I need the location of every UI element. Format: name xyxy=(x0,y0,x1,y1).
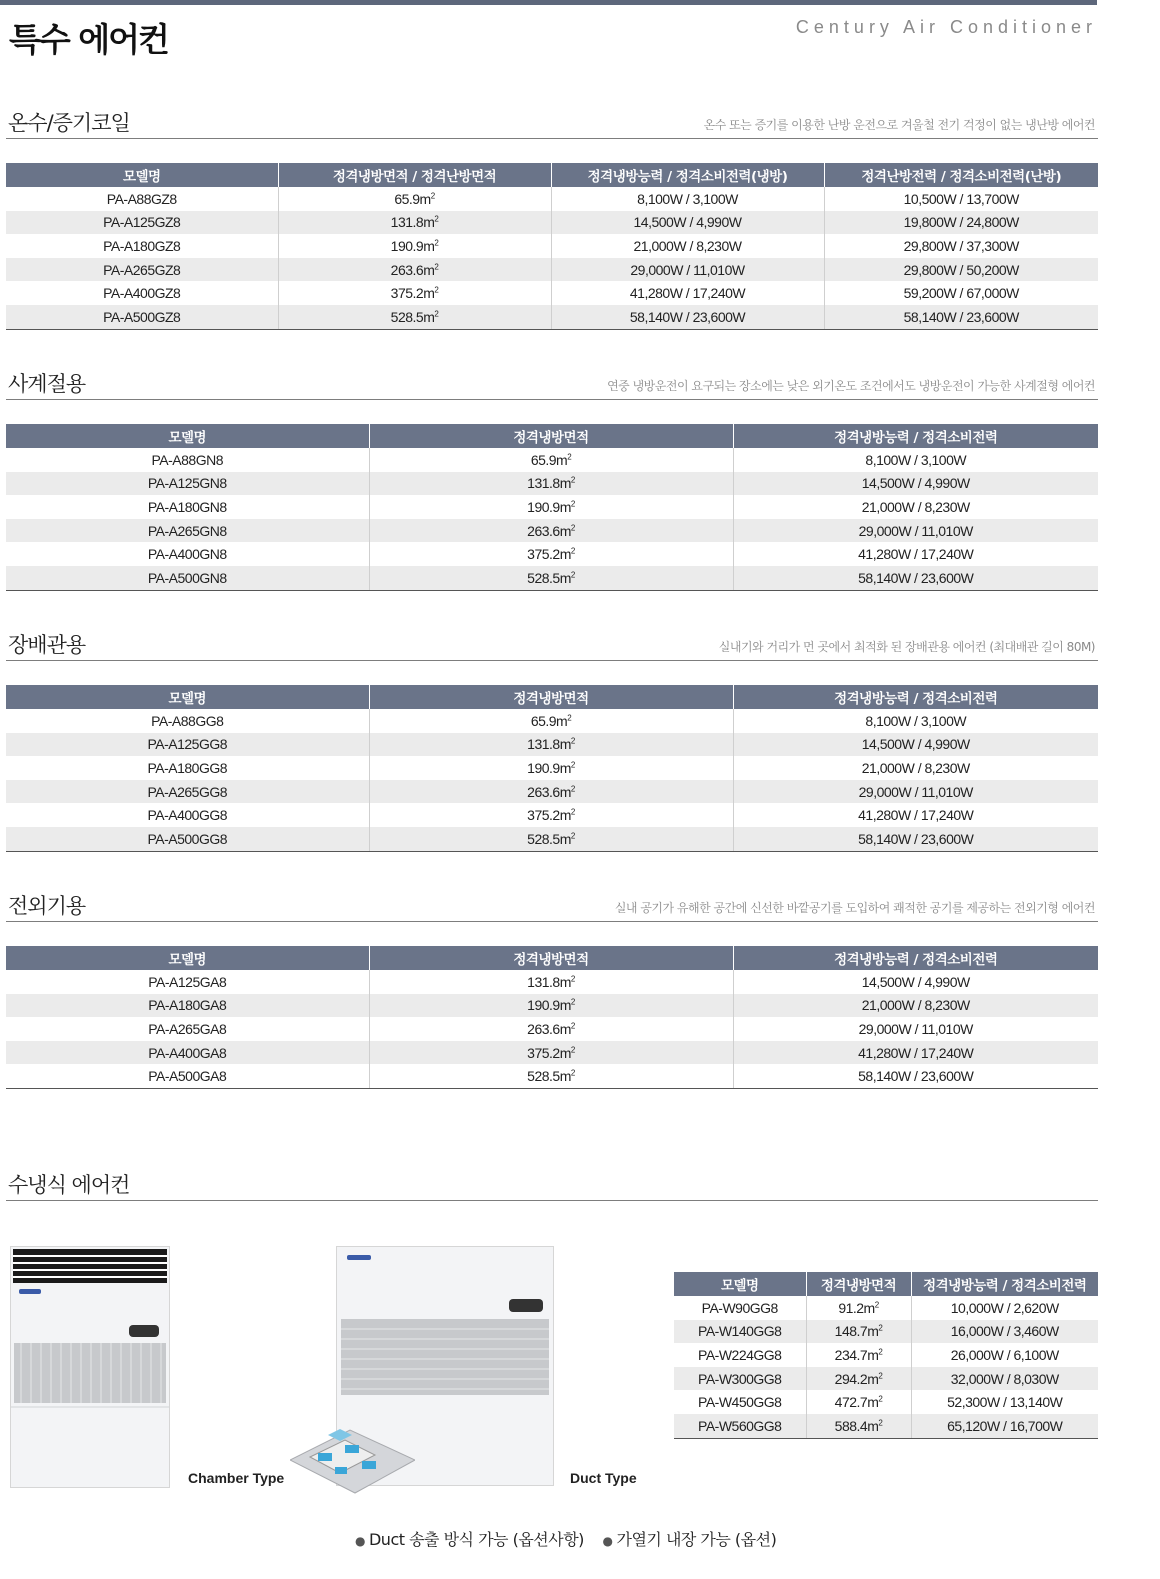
spec-cell xyxy=(733,970,1098,994)
spec-cell xyxy=(824,305,1098,329)
cell-value: 10,000W / 2,620W xyxy=(950,1299,1059,1316)
cell-value: 263.6m xyxy=(390,261,435,278)
spec-cell xyxy=(806,1414,911,1438)
cell-value: 58,140W / 23,600W xyxy=(858,830,974,847)
section-title-fresh-air: 전외기용 xyxy=(8,894,86,918)
spec-cell xyxy=(551,211,824,235)
spec-cell xyxy=(369,1064,733,1088)
table-row xyxy=(6,211,1098,235)
cell-value: 190.9m xyxy=(390,237,435,254)
column-header: 모델명 xyxy=(6,685,369,709)
table-row xyxy=(6,1064,1098,1088)
spec-cell xyxy=(733,495,1098,519)
model-name-cell xyxy=(6,448,369,472)
table-row xyxy=(6,709,1098,733)
spec-cell xyxy=(369,733,733,757)
model-name-cell xyxy=(6,994,369,1018)
spec-cell xyxy=(824,281,1098,305)
spec-cell xyxy=(733,994,1098,1018)
table-row xyxy=(6,234,1098,258)
spec-cell xyxy=(733,519,1098,543)
spec-cell xyxy=(733,448,1098,472)
column-header: 정격냉방면적 / 정격난방면적 xyxy=(278,163,551,187)
spec-cell xyxy=(369,994,733,1018)
column-header: 정격냉방능력 / 정격소비전력 xyxy=(911,1272,1098,1296)
cell-value: PA-A265GN8 xyxy=(147,522,227,539)
spec-cell xyxy=(369,566,733,590)
cell-value: 588.4m xyxy=(834,1417,879,1434)
spec-cell xyxy=(551,281,824,305)
cell-value: PA-A265GZ8 xyxy=(103,261,181,278)
spec-cell xyxy=(733,733,1098,757)
cell-value: 29,000W / 11,010W xyxy=(858,783,973,800)
spec-cell xyxy=(369,827,733,851)
section-description: 실내기와 거리가 먼 곳에서 최적화 된 장배관용 에어컨 (최대배관 길이 80M) xyxy=(718,640,1095,654)
cell-value: PA-A88GG8 xyxy=(151,712,224,729)
cell-value: 190.9m xyxy=(527,997,571,1014)
spec-cell xyxy=(551,305,824,329)
area-unit-superscript: 2 xyxy=(434,261,439,271)
spec-cell xyxy=(806,1343,911,1367)
model-name-cell xyxy=(6,258,278,282)
spec-cell xyxy=(733,1064,1098,1088)
table-row xyxy=(6,780,1098,804)
cell-value: 190.9m xyxy=(527,759,571,776)
cell-value: PA-A125GA8 xyxy=(148,973,227,990)
column-header: 정격난방전력 / 정격소비전력(난방) xyxy=(824,163,1098,187)
area-unit-superscript: 2 xyxy=(570,1021,575,1031)
page-title: 특수 에어컨 xyxy=(9,20,168,59)
column-header: 정격냉방면적 xyxy=(369,685,733,709)
spec-table-fresh-air xyxy=(6,946,1098,1089)
column-header: 정격냉방능력 / 정격소비전력 xyxy=(733,685,1098,709)
table-row xyxy=(674,1296,1098,1320)
cell-value: 91.2m xyxy=(838,1299,875,1316)
top-accent-bar xyxy=(0,0,1097,5)
column-header: 모델명 xyxy=(6,163,278,187)
model-name-cell xyxy=(6,281,278,305)
model-name-cell xyxy=(6,709,369,733)
chamber-unit-illustration xyxy=(11,1247,169,1487)
option-note: ● Duct 송출 방식 가능 (옵션사항) xyxy=(355,1530,584,1549)
model-name-cell xyxy=(6,1064,369,1088)
section-divider xyxy=(6,1200,1098,1201)
area-unit-superscript: 2 xyxy=(570,1044,575,1054)
table-row xyxy=(6,448,1098,472)
cell-value: 41,280W / 17,240W xyxy=(858,807,974,824)
cell-value: 8,100W / 3,100W xyxy=(865,451,967,468)
cell-value: 21,000W / 8,230W xyxy=(861,997,970,1014)
table-row xyxy=(674,1390,1098,1414)
spec-cell xyxy=(369,1017,733,1041)
column-header: 모델명 xyxy=(6,946,369,970)
cell-value: 10,500W / 13,700W xyxy=(903,190,1019,207)
table-row xyxy=(674,1367,1098,1391)
cell-value: 263.6m xyxy=(527,783,571,800)
area-unit-superscript: 2 xyxy=(570,1068,575,1078)
area-unit-superscript: 2 xyxy=(567,452,572,462)
table-row xyxy=(6,756,1098,780)
cell-value: 65.9m xyxy=(530,451,568,468)
cell-value: 16,000W / 3,460W xyxy=(950,1323,1059,1340)
spec-cell xyxy=(369,542,733,566)
duct-layout-diagram-icon xyxy=(290,1405,415,1497)
spec-cell xyxy=(733,709,1098,733)
cell-value: 65.9m xyxy=(394,190,431,207)
cell-value: PA-A125GZ8 xyxy=(103,214,181,231)
cell-value: 21,000W / 8,230W xyxy=(861,759,970,776)
spec-cell xyxy=(824,234,1098,258)
table-row xyxy=(674,1414,1098,1438)
spec-cell xyxy=(278,258,551,282)
cell-value: 528.5m xyxy=(390,308,435,325)
column-header: 정격냉방면적 xyxy=(806,1272,911,1296)
cell-value: PA-W140GG8 xyxy=(698,1323,782,1340)
cell-value: PA-A500GA8 xyxy=(148,1068,227,1085)
table-row xyxy=(6,187,1098,211)
cell-value: 65,120W / 16,700W xyxy=(947,1417,1063,1434)
cell-value: 14,500W / 4,990W xyxy=(633,214,742,231)
spec-cell xyxy=(806,1296,911,1320)
cell-value: 52,300W / 13,140W xyxy=(947,1394,1063,1411)
area-unit-superscript: 2 xyxy=(570,783,575,793)
area-unit-superscript: 2 xyxy=(570,974,575,984)
cell-value: PA-A400GZ8 xyxy=(103,285,181,302)
cell-value: 58,140W / 23,600W xyxy=(903,308,1019,325)
area-unit-superscript: 2 xyxy=(570,570,575,580)
cell-value: 375.2m xyxy=(527,807,571,824)
table-row xyxy=(6,803,1098,827)
cell-value: 65.9m xyxy=(530,712,568,729)
spec-cell xyxy=(369,970,733,994)
table-row xyxy=(6,970,1098,994)
cell-value: PA-A125GG8 xyxy=(147,736,228,753)
column-header: 정격냉방면적 xyxy=(369,424,733,448)
area-unit-superscript: 2 xyxy=(570,997,575,1007)
model-name-cell xyxy=(6,756,369,780)
area-unit-superscript: 2 xyxy=(570,807,575,817)
spec-cell xyxy=(806,1320,911,1344)
spec-cell xyxy=(806,1367,911,1391)
cell-value: PA-A500GG8 xyxy=(147,830,228,847)
table-row xyxy=(6,827,1098,851)
cell-value: 472.7m xyxy=(834,1394,879,1411)
model-name-cell xyxy=(674,1367,806,1391)
model-name-cell xyxy=(674,1343,806,1367)
area-unit-superscript: 2 xyxy=(878,1323,883,1333)
area-unit-superscript: 2 xyxy=(434,238,439,248)
table-row xyxy=(6,1041,1098,1065)
cell-value: PA-W224GG8 xyxy=(698,1346,782,1363)
model-name-cell xyxy=(6,542,369,566)
spec-cell xyxy=(733,1041,1098,1065)
area-unit-superscript: 2 xyxy=(878,1347,883,1357)
model-name-cell xyxy=(6,733,369,757)
cell-value: 375.2m xyxy=(527,1044,571,1061)
area-unit-superscript: 2 xyxy=(874,1300,879,1310)
cell-value: 41,280W / 17,240W xyxy=(858,1044,974,1061)
area-unit-superscript: 2 xyxy=(570,760,575,770)
section-divider xyxy=(6,660,1098,661)
cell-value: 58,140W / 23,600W xyxy=(629,308,746,325)
table-row xyxy=(674,1320,1098,1344)
cell-value: PA-A265GG8 xyxy=(147,783,228,800)
spec-cell xyxy=(278,211,551,235)
table-row xyxy=(6,994,1098,1018)
table-row xyxy=(6,542,1098,566)
cell-value: 14,500W / 4,990W xyxy=(861,475,970,492)
spec-cell xyxy=(278,187,551,211)
spec-cell xyxy=(369,709,733,733)
spec-cell xyxy=(911,1414,1098,1438)
spec-cell xyxy=(733,827,1098,851)
area-unit-superscript: 2 xyxy=(430,191,435,201)
section-description: 연중 냉방운전이 요구되는 장소에는 낮은 외기온도 조건에서도 냉방운전이 가능한 사계절형 에어컨 xyxy=(607,379,1095,393)
area-unit-superscript: 2 xyxy=(434,214,439,224)
model-name-cell xyxy=(6,519,369,543)
area-unit-superscript: 2 xyxy=(570,736,575,746)
cell-value: 131.8m xyxy=(527,973,571,990)
area-unit-superscript: 2 xyxy=(570,475,575,485)
cell-value: PA-W450GG8 xyxy=(698,1394,782,1411)
column-header: 정격냉방면적 xyxy=(369,946,733,970)
cell-value: PA-A88GZ8 xyxy=(106,190,177,207)
section-title-all-season: 사계절용 xyxy=(8,372,86,396)
column-header: 정격냉방능력 / 정격소비전력 xyxy=(733,424,1098,448)
table-row xyxy=(6,519,1098,543)
model-name-cell xyxy=(6,305,278,329)
cell-value: 41,280W / 17,240W xyxy=(858,546,974,563)
cell-value: PA-A500GN8 xyxy=(147,569,227,586)
spec-cell xyxy=(369,472,733,496)
cell-value: 58,140W / 23,600W xyxy=(858,569,974,586)
model-name-cell xyxy=(6,211,278,235)
area-unit-superscript: 2 xyxy=(434,309,439,319)
spec-cell xyxy=(369,495,733,519)
area-unit-superscript: 2 xyxy=(878,1418,883,1428)
section-divider xyxy=(6,138,1098,139)
section-description: 온수 또는 증기를 이용한 난방 운전으로 겨울철 전기 걱정이 없는 냉난방 에어컨 xyxy=(703,118,1095,132)
cell-value: 14,500W / 4,990W xyxy=(861,736,970,753)
model-name-cell xyxy=(674,1414,806,1438)
cell-value: 21,000W / 8,230W xyxy=(861,498,970,515)
column-header: 정격냉방능력 / 정격소비전력(냉방) xyxy=(551,163,824,187)
cell-value: 26,000W / 6,100W xyxy=(950,1346,1059,1363)
model-name-cell xyxy=(6,472,369,496)
cell-value: 29,000W / 11,010W xyxy=(858,522,973,539)
spec-cell xyxy=(278,234,551,258)
section-description: 실내 공기가 유해한 공간에 신선한 바깥공기를 도입하여 쾌적한 공기를 제공하는 전외기형 에어컨 xyxy=(614,901,1095,915)
cell-value: 263.6m xyxy=(527,522,571,539)
cell-value: 58,140W / 23,600W xyxy=(858,1068,974,1085)
spec-cell xyxy=(733,542,1098,566)
spec-table-all-season xyxy=(6,424,1098,591)
cell-value: 29,800W / 50,200W xyxy=(903,261,1019,278)
section-divider xyxy=(6,921,1098,922)
column-header: 정격냉방능력 / 정격소비전력 xyxy=(733,946,1098,970)
cell-value: PA-A88GN8 xyxy=(151,451,223,468)
model-name-cell xyxy=(6,827,369,851)
area-unit-superscript: 2 xyxy=(878,1370,883,1380)
cell-value: 528.5m xyxy=(527,830,571,847)
column-header: 모델명 xyxy=(674,1272,806,1296)
area-unit-superscript: 2 xyxy=(570,546,575,556)
spec-cell xyxy=(824,258,1098,282)
area-unit-superscript: 2 xyxy=(570,831,575,841)
cell-value: PA-A180GZ8 xyxy=(103,237,181,254)
spec-cell xyxy=(369,448,733,472)
chamber-type-caption: Chamber Type xyxy=(188,1470,285,1486)
cell-value: PA-W560GG8 xyxy=(698,1417,782,1434)
spec-cell xyxy=(733,756,1098,780)
spec-cell xyxy=(911,1367,1098,1391)
cell-value: 131.8m xyxy=(390,214,435,231)
cell-value: 131.8m xyxy=(527,736,571,753)
model-name-cell xyxy=(674,1390,806,1414)
spec-cell xyxy=(733,780,1098,804)
cell-value: PA-A180GN8 xyxy=(147,498,227,515)
section-title-long-piping: 장배관용 xyxy=(8,633,86,657)
cell-value: PA-W90GG8 xyxy=(701,1299,778,1316)
spec-cell xyxy=(278,281,551,305)
model-name-cell xyxy=(6,495,369,519)
table-row xyxy=(6,733,1098,757)
cell-value: 294.2m xyxy=(834,1370,879,1387)
cell-value: PA-W300GG8 xyxy=(698,1370,782,1387)
table-row xyxy=(6,258,1098,282)
spec-cell xyxy=(733,803,1098,827)
spec-table-water-cooled xyxy=(674,1272,1098,1439)
spec-cell xyxy=(278,305,551,329)
area-unit-superscript: 2 xyxy=(570,499,575,509)
cell-value: PA-A400GA8 xyxy=(148,1044,227,1061)
cell-value: 14,500W / 4,990W xyxy=(861,973,970,990)
spec-cell xyxy=(369,780,733,804)
cell-value: 29,800W / 37,300W xyxy=(903,237,1019,254)
spec-cell xyxy=(806,1390,911,1414)
cell-value: 29,000W / 11,010W xyxy=(630,261,745,278)
cell-value: 8,100W / 3,100W xyxy=(637,190,738,207)
cell-value: 59,200W / 67,000W xyxy=(903,285,1019,302)
table-row xyxy=(6,281,1098,305)
cell-value: 234.7m xyxy=(834,1346,879,1363)
cell-value: 41,280W / 17,240W xyxy=(629,285,746,302)
cell-value: 19,800W / 24,800W xyxy=(903,214,1019,231)
spec-cell xyxy=(733,1017,1098,1041)
spec-table-long-piping xyxy=(6,685,1098,852)
spec-cell xyxy=(911,1343,1098,1367)
area-unit-superscript: 2 xyxy=(567,713,572,723)
spec-cell xyxy=(369,519,733,543)
column-header: 모델명 xyxy=(6,424,369,448)
duct-type-caption: Duct Type xyxy=(570,1470,637,1486)
cell-value: 8,100W / 3,100W xyxy=(865,712,967,729)
cell-value: 190.9m xyxy=(527,498,571,515)
spec-table-hot-water-coil xyxy=(6,163,1098,330)
cell-value: PA-A180GA8 xyxy=(148,997,227,1014)
section-title-hot-water-coil: 온수/증기코일 xyxy=(8,111,130,135)
cell-value: PA-A500GZ8 xyxy=(103,308,181,325)
cell-value: 21,000W / 8,230W xyxy=(633,237,742,254)
area-unit-superscript: 2 xyxy=(878,1394,883,1404)
table-row xyxy=(6,566,1098,590)
table-row xyxy=(6,495,1098,519)
table-row xyxy=(6,1017,1098,1041)
model-name-cell xyxy=(6,1041,369,1065)
model-name-cell xyxy=(6,566,369,590)
spec-cell xyxy=(551,187,824,211)
spec-cell xyxy=(369,756,733,780)
cell-value: 528.5m xyxy=(527,1068,571,1085)
spec-cell xyxy=(369,1041,733,1065)
cell-value: PA-A180GG8 xyxy=(147,759,228,776)
chamber-type-unit-image xyxy=(10,1246,170,1488)
option-note: ● 가열기 내장 가능 (옵션) xyxy=(602,1530,777,1549)
cell-value: 263.6m xyxy=(527,1020,571,1037)
model-name-cell xyxy=(6,970,369,994)
model-name-cell xyxy=(6,1017,369,1041)
spec-cell xyxy=(911,1390,1098,1414)
spec-cell xyxy=(369,803,733,827)
table-row xyxy=(6,472,1098,496)
section-title-water-cooled: 수냉식 에어컨 xyxy=(8,1173,130,1197)
spec-cell xyxy=(551,234,824,258)
model-name-cell xyxy=(6,780,369,804)
spec-cell xyxy=(824,211,1098,235)
spec-cell xyxy=(733,566,1098,590)
cell-value: 29,000W / 11,010W xyxy=(858,1020,973,1037)
option-notes xyxy=(355,1527,776,1550)
model-name-cell xyxy=(6,803,369,827)
spec-cell xyxy=(733,472,1098,496)
spec-cell xyxy=(911,1320,1098,1344)
table-row xyxy=(6,305,1098,329)
table-row xyxy=(674,1343,1098,1367)
cell-value: PA-A125GN8 xyxy=(147,475,227,492)
cell-value: 375.2m xyxy=(527,546,571,563)
cell-value: PA-A265GA8 xyxy=(148,1020,227,1037)
area-unit-superscript: 2 xyxy=(570,522,575,532)
cell-value: 528.5m xyxy=(527,569,571,586)
model-name-cell xyxy=(6,187,278,211)
area-unit-superscript: 2 xyxy=(434,285,439,295)
section-divider xyxy=(6,399,1098,400)
page-subtitle: Century Air Conditioner xyxy=(795,17,1097,37)
cell-value: PA-A400GN8 xyxy=(147,546,227,563)
model-name-cell xyxy=(674,1296,806,1320)
cell-value: 148.7m xyxy=(834,1323,879,1340)
cell-value: PA-A400GG8 xyxy=(147,807,228,824)
spec-cell xyxy=(551,258,824,282)
model-name-cell xyxy=(674,1320,806,1344)
model-name-cell xyxy=(6,234,278,258)
spec-cell xyxy=(824,187,1098,211)
cell-value: 32,000W / 8,030W xyxy=(950,1370,1059,1387)
spec-cell xyxy=(911,1296,1098,1320)
cell-value: 131.8m xyxy=(527,475,571,492)
cell-value: 375.2m xyxy=(390,285,435,302)
